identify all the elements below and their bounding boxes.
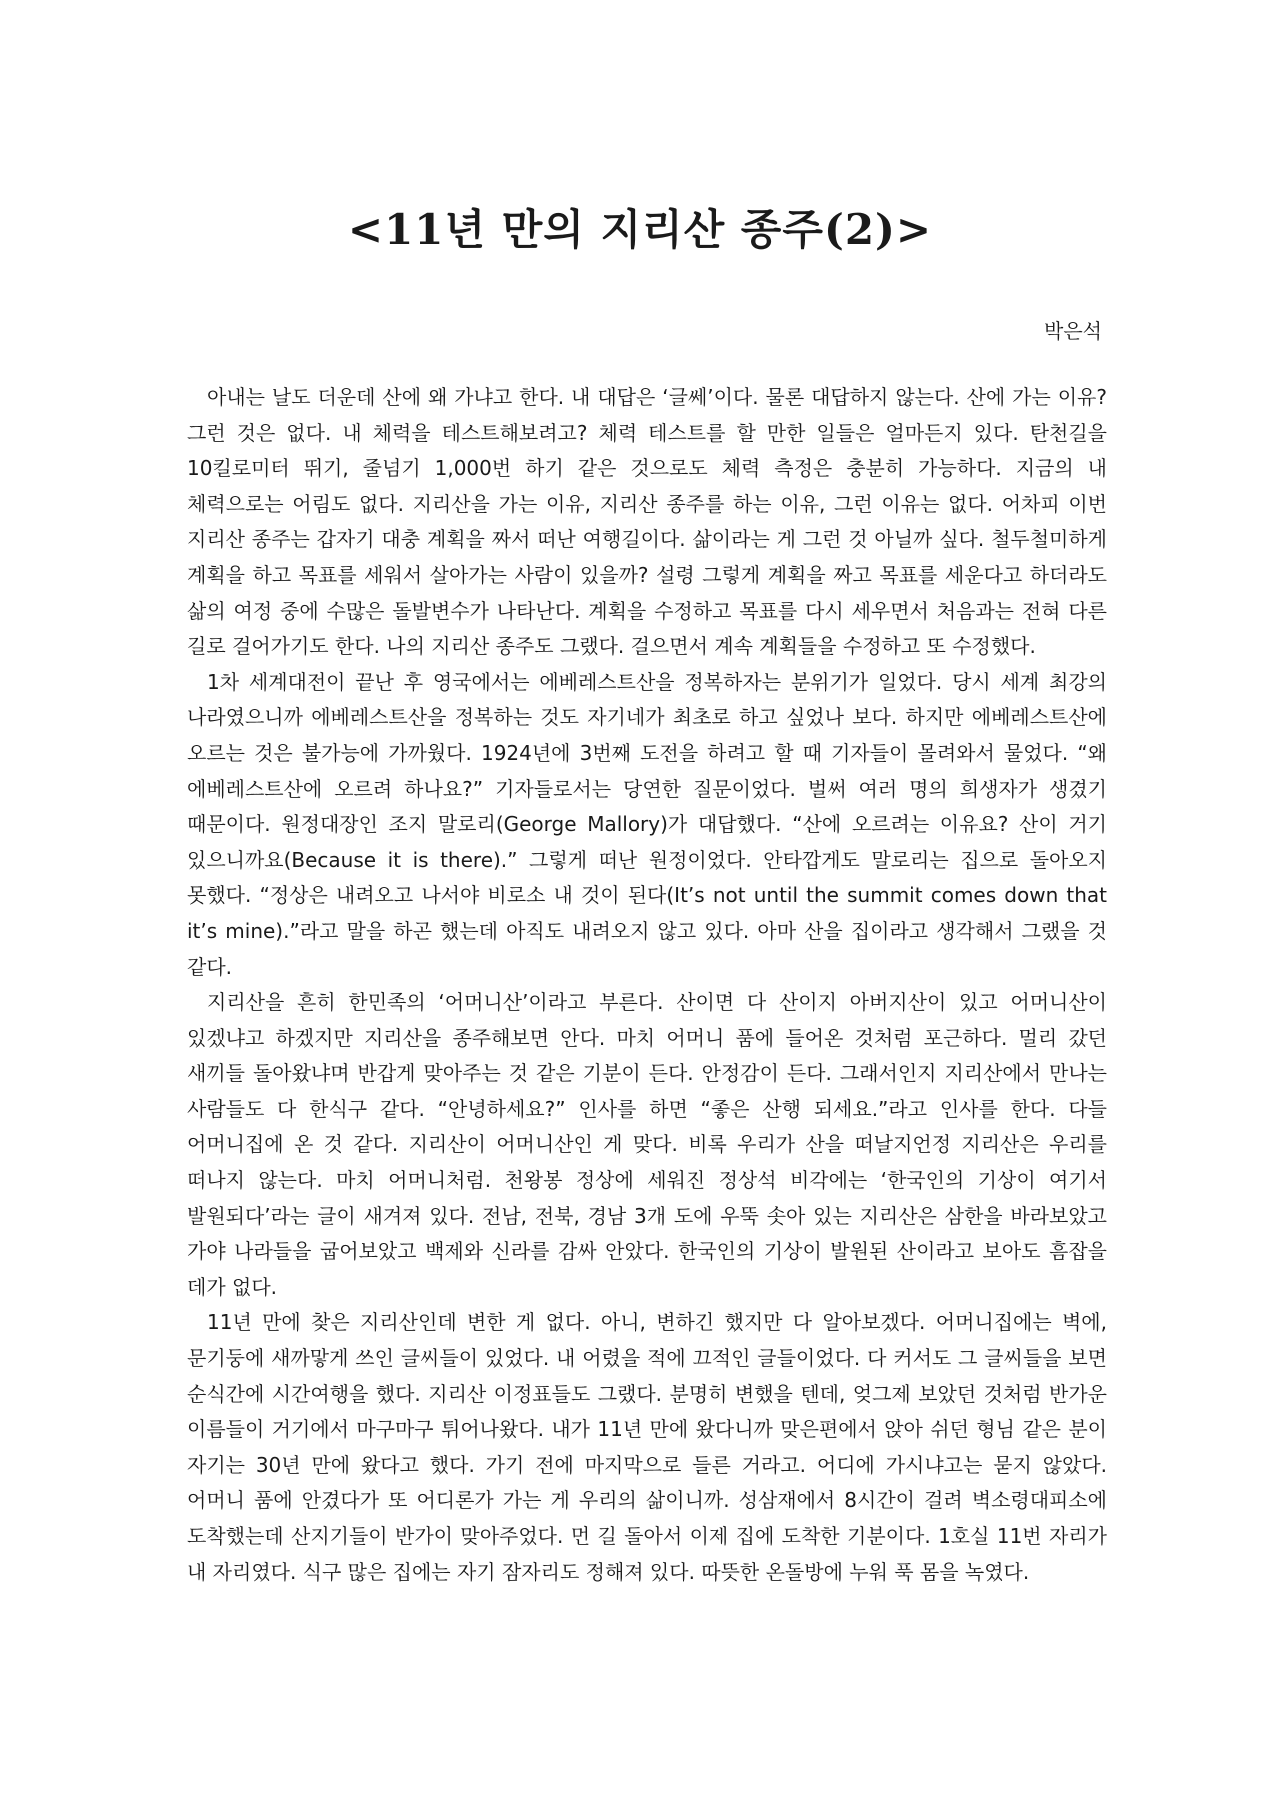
paragraph-1: 아내는 날도 더운데 산에 왜 가냐고 한다. 내 대답은 ‘글쎄’이다. 물론 대답하지 않는다. 산에 가는 이유? 그런 것은 없다. 내 체력을 테스트해보려고? 체력 테스트를 할 만한 일들은 얼마든지 있다. 탄천길을 10킬로미터 뛰기, 줄넘기 1,000번 하기 같은 것으로도 체력 측정은 충분히 가능하다. 지금의 내 체력으로는 어림도 없다. 지리산을 가는 이유, 지리산 종주를 하는 이유, 그런 이유는 없다. 어차피 이번 지리산 종주는 갑자기 대충 계획을 짜서 떠난 여행길이다. 삶이라는 게 그런 것 아닐까 싶다. 철두철미하게 계획을 하고 목표를 세워서 살아가는 사람이 있을까? 설령 그렇게 계획을 짜고 목표를 세운다고 하더라도 삶의 여정 중에 수많은 돌발변수가 나타난다. 계획을 수정하고 목표를 다시 세우면서 처음과는 전혀 다른 길로 걸어가기도 한다. 나의 지리산 종주도 그랬다. 걸으면서 계속 계획들을 수정하고 또 수정했다. (187, 385, 1107, 659)
author-name: 박은석 (1044, 319, 1102, 343)
paragraph-4: 11년 만에 찾은 지리산인데 변한 게 없다. 아니, 변하긴 했지만 다 알아보겠다. 어머니집에는 벽에, 문기둥에 새까맣게 쓰인 글씨들이 있었다. 내 어렸을 적에 끄적인 글들이었다. 다 커서도 그 글씨들을 보면 순식간에 시간여행을 했다. 지리산 이정표들도 그랬다. 분명히 변했을 텐데, 엊그제 보았던 것처럼 반가운 이름들이 거기에서 마구마구 튀어나왔다. 내가 11년 만에 왔다니까 맞은편에서 앉아 쉬던 형님 같은 분이 자기는 30년 만에 왔다고 했다. 가기 전에 마지막으로 들른 거라고. 어디에 가시냐고는 묻지 않았다. 어머니 품에 안겼다가 또 어디론가 가는 게 우리의 삶이니까. 성삼재에서 8시간이 걸려 벽소령대피소에 도착했는데 산지기들이 반가이 맞아주었다. 먼 길 돌아서 이제 집에 도착한 기분이다. 1호실 11번 자리가 내 자리였다. 식구 많은 집에는 자기 잠자리도 정해져 있다. 따뜻한 온돌방에 누워 푹 몸을 녹였다. (187, 1310, 1107, 1584)
paragraph-2: 1차 세계대전이 끝난 후 영국에서는 에베레스트산을 정복하자는 분위기가 일었다. 당시 세계 최강의 나라였으니까 에베레스트산을 정복하는 것도 자기네가 최초로 하고 싶었나 보다. 하지만 에베레스트산에 오르는 것은 불가능에 가까웠다. 1924년에 3번째 도전을 하려고 할 때 기자들이 몰려와서 물었다. “왜 에베레스트산에 오르려 하나요?” 기자들로서는 당연한 질문이었다. 벌써 여러 명의 희생자가 생겼기 때문이다. 원정대장인 조지 말로리(George Mallory)가 대답했다. “산에 오르려는 이유요? 산이 거기 있으니까요(Because it is there).” 그렇게 떠난 원정이었다. 안타깝게도 말로리는 집으로 돌아오지 못했다. “정상은 내려오고 나서야 비로소 내 것이 된다(It’s not until the summit comes down that it’s mine).”라고 말을 하곤 했는데 아직도 내려오지 않고 있다. 아마 산을 집이라고 생각해서 그랬을 것 같다. (187, 669, 1107, 979)
page-title: <11년 만의 지리산 종주(2)> (347, 205, 933, 254)
paragraph-3: 지리산을 흔히 한민족의 ‘어머니산’이라고 부른다. 산이면 다 산이지 아버지산이 있고 어머니산이 있겠냐고 하겠지만 지리산을 종주해보면 안다. 마치 어머니 품에 들어온 것처럼 포근하다. 멀리 갔던 새끼들 돌아왔냐며 반갑게 맞아주는 것 같은 기분이 든다. 안정감이 든다. 그래서인지 지리산에서 만나는 사람들도 다 한식구 같다. “안녕하세요?” 인사를 하면 “좋은 산행 되세요.”라고 인사를 한다. 다들 어머니집에 온 것 같다. 지리산이 어머니산인 게 맞다. 비록 우리가 산을 떠날지언정 지리산은 우리를 떠나지 않는다. 마치 어머니처럼. 천왕봉 정상에 세워진 정상석 비각에는 ‘한국인의 기상이 여기서 발원되다’라는 글이 새겨져 있다. 전남, 전북, 경남 3개 도에 우뚝 솟아 있는 지리산은 삼한을 바라보았고 가야 나라들을 굽어보았고 백제와 신라를 감싸 안았다. 한국인의 기상이 발원된 산이라고 보아도 흠잡을 데가 없다. (187, 990, 1107, 1299)
article-body (187, 380, 1107, 1590)
